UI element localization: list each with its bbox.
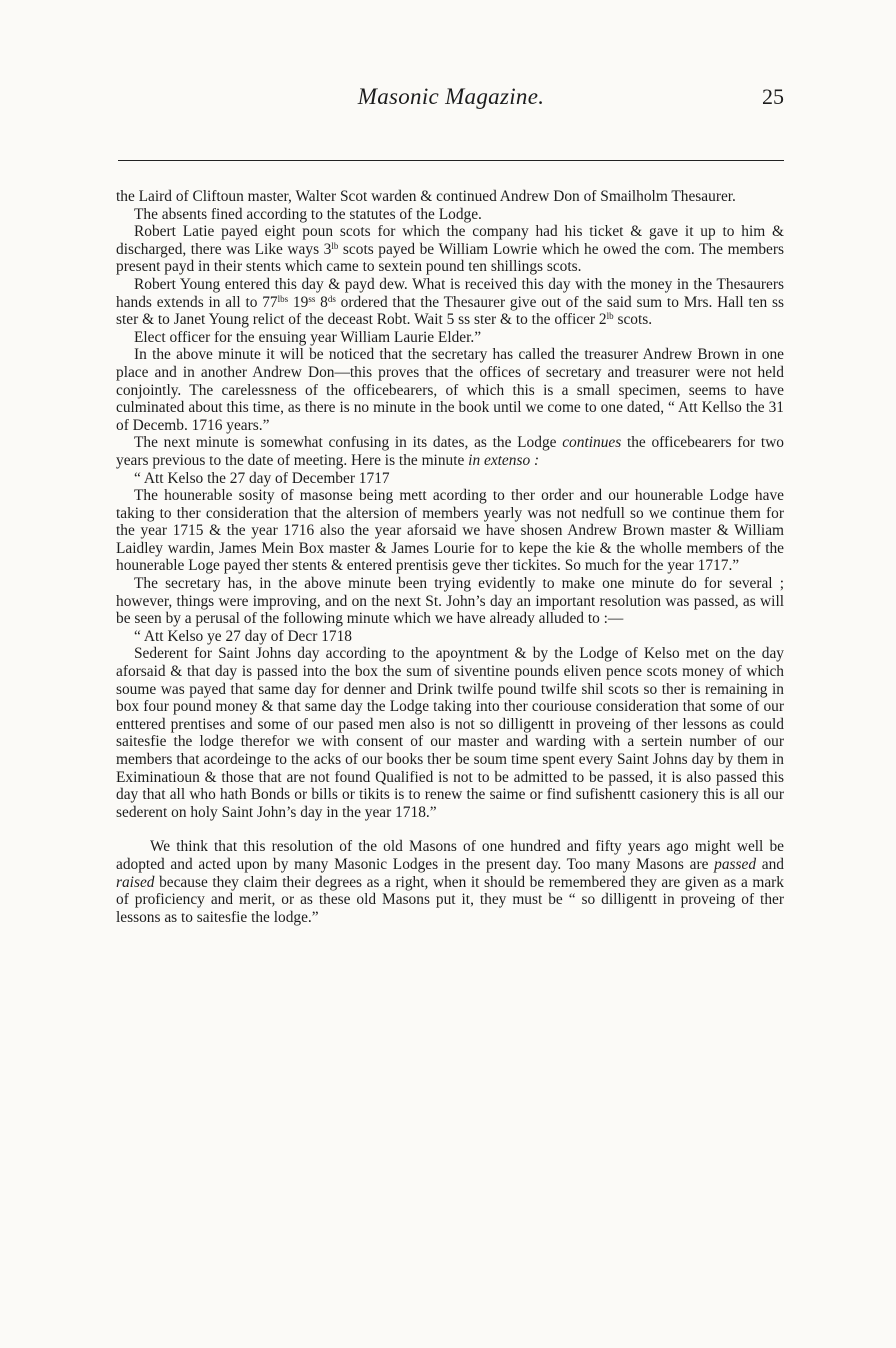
text-run: “ Att Kelso ye 27 day of Decr 1718: [134, 627, 352, 645]
text-run: scots.: [613, 311, 653, 329]
text-run: 8: [315, 293, 328, 311]
italic-text: passed: [714, 855, 757, 873]
italic-text: continues: [562, 434, 622, 452]
text-run: The secretary has, in the above minute been trying evidently to make one minute do for several ; however, things were improving, and on the next St. John’s day an important resolution was passed, as will be seen by a perusal of the following minute which we have already alluded to :—: [116, 575, 784, 628]
paragraph-p9: [116, 487, 784, 575]
text-run: scots payed be William Lowrie which he owed the com. The members present payd in their stents which came to sextein pound ten shillings scots.: [116, 240, 784, 276]
text-run: The next minute is somewhat confusing in its dates, as the Lodge: [134, 434, 563, 452]
paragraph-p12: [116, 645, 784, 821]
paragraph-p10: [116, 575, 784, 628]
text-run: Sederent for Saint Johns day according to the apoyntment & by the Lodge of Kelso met on the day aforsaid & that day is passed into the box the sum of siventine pounds eliven pence scots money of which soume was payed that same day for denner and Drink twilfe pound twilfe shil scots so ther is remaining in box four pound money & that same day the Lodge taking into ther couriouse consideration that some of our enttered prentises and some of our pased men also is not so dilligentt in proveing of ther lessons as could saitesfie the lodge therefor we with consent of our master and warding with a sertein number of our members that acordeinge to the acks of our books ther be soum time spent every Saint Johns day by them in Eximinatioun & those that are not found Qualified is not to be admitted to be passed, it is also passed this day that all who hath Bonds or bills or tikits is to renew the saime or find sufishentt casionery this is all our sederent on holy Saint John’s day in the year 1718.”: [116, 645, 784, 821]
text-run: the officebearers for two years previous to the date of meeting. Here is the minute: [116, 434, 785, 469]
text-run: Robert Latie payed eight poun scots for which the company had his ticket & gave it up to him & discharged, there was Like ways 3: [116, 223, 784, 258]
text-run: In the above minute it will be noticed that the secretary has called the treasurer Andrew Brown in one place and in another Andrew Don—this proves that the offices of secretary and treasurer were not held conjointly. The carelessness of the officebearers, of which this is a small specimen, seems to have culminated about this time, as there is no minute in the book until we come to one dated, “ Att Kellso the 31 of Decemb. 1716 years.”: [116, 346, 784, 434]
text-run: We think that this resolution of the old Masons of one hundred and fifty years ago might well be adopted and acted upon by many Masonic Lodges in the present day. Too many Masons are: [116, 838, 784, 873]
text-run: and: [756, 855, 784, 873]
paragraph-p7: [116, 434, 784, 469]
paragraph-p3: [116, 223, 784, 276]
page-header: [118, 84, 784, 124]
text-run: The absents fined according to the statutes of the Lodge.: [134, 205, 482, 223]
paragraph-p6: [116, 346, 784, 434]
text-run: Robert Young entered this day & payd dew. What is received this day with the money in the Thesaurers hands extends in all to 77: [116, 275, 784, 311]
paragraph-p5: [116, 329, 784, 347]
header-rule: [118, 160, 784, 161]
text-run: because they claim their degrees as a right, when it should be remembered they are given as a mark of proficiency and merit, or as these old Masons put it, they must be “ so dilligentt in proveing of ther lessons as to saitesfie the lodge.”: [116, 873, 784, 926]
article-body: [116, 188, 784, 926]
paragraph-p4: [116, 276, 784, 329]
text-run: ordered that the Thesaurer give out of the said sum to Mrs. Hall ten ss ster & to Janet Young relict of the deceast Robt. Wait 5 ss ster & to the officer 2: [116, 293, 784, 329]
paragraph-p11: [116, 628, 784, 646]
paragraph-p1: [116, 188, 784, 206]
text-run: Elect officer for the ensuing year William Laurie Elder.”: [134, 328, 482, 346]
paragraph-p8: [116, 470, 784, 488]
running-title: Masonic Magazine.: [357, 84, 545, 109]
text-run: “ Att Kelso the 27 day of December 1717: [134, 469, 390, 487]
superscript: lb: [606, 311, 614, 322]
text-run: the Laird of Cliftoun master, Walter Scot warden & continued Andrew Don of Smailholm Thesaurer.: [116, 188, 736, 205]
superscript: lbs: [277, 293, 289, 304]
text-run: The hounerable sosity of masonse being mett acording to ther order and our hounerable Lodge have taking to ther consideration that the altersion of members yearly was not nedfull so we continue them for the year 1715 & the year 1716 also the year aforsaid we have shosen Andrew Brown master & William Laidley wardin, James Mein Box master & James Lourie for to kepe the kie & the wholle members of the hounerable Loge payed ther stents & entered prentisis geve ther tickites. So much for the year 1717.”: [116, 487, 784, 575]
superscript: lb: [331, 240, 339, 251]
paragraph-p2: [116, 206, 784, 224]
superscript: ds: [327, 293, 336, 304]
page-number: 25: [762, 84, 784, 109]
paragraph-p13: [116, 838, 784, 926]
text-run: 19: [288, 293, 309, 311]
italic-text: in extenso :: [468, 451, 540, 469]
superscript: ss: [308, 293, 316, 304]
italic-text: raised: [116, 873, 155, 891]
